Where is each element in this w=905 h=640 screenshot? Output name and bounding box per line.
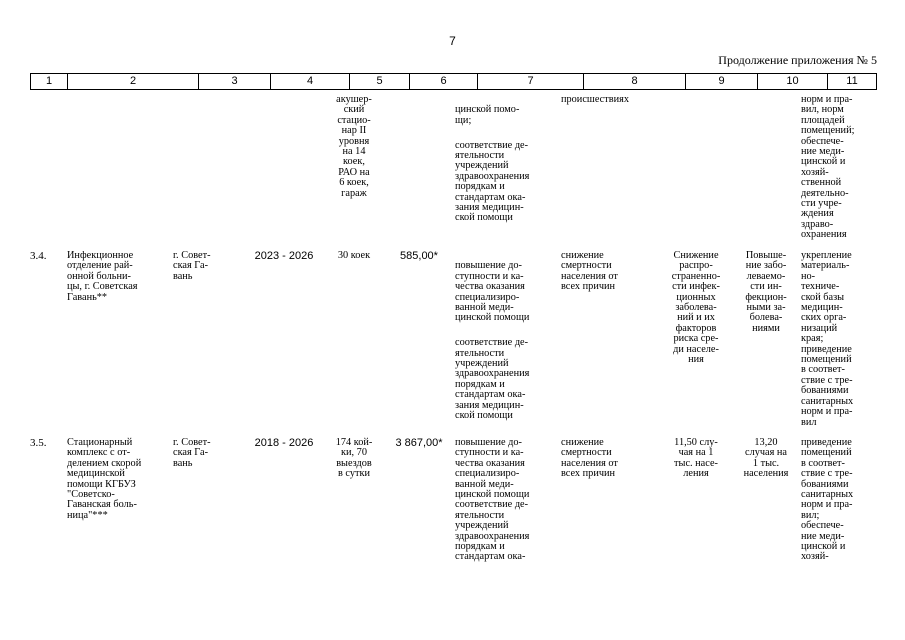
cell-tasks: приведение помещений в соответ- ствие с тре- бованиями санитарных норм и пра- вил; обеспече- ние меди- цинской и хозяй- <box>801 437 854 563</box>
cell-result: снижение смертности населения от всех причин <box>561 250 618 293</box>
goal-text-a: повышение до- ступности и ка- чества оказания специализиро- ванной меди- цинской помощи <box>455 260 530 324</box>
header-cell-1: 1 <box>31 74 68 89</box>
cell-result: происшествиях <box>561 94 629 105</box>
cell-capacity: 174 кой- ки, 70 выездов в сутки <box>335 437 373 480</box>
header-cell-9: 9 <box>686 74 758 89</box>
cell-years: 2018 - 2026 <box>254 437 314 449</box>
cell-years: 2023 - 2026 <box>254 250 314 262</box>
header-cell-11: 11 <box>846 75 858 87</box>
goal-text-b: соответствие де- ятельности учреждений здравоохранения порядкам и стандартам ока- зания медицин- ской помощи <box>455 139 530 224</box>
cell-location: г. Совет- ская Га- вань <box>173 437 211 469</box>
cell-capacity: 30 коек <box>337 250 371 261</box>
cell-object-name: Инфекционное отделение рай- онной больни- цы, г. Советская Гавань** <box>67 250 138 303</box>
cell-indicator-value: 13,20 случая на 1 тыс. населения <box>743 437 789 480</box>
cell-tasks: норм и пра- вил, норм площадей помещений; обеспече- ние меди- цинской и хозяй- ственной деятельно- сти учре- ждения здраво- охранения <box>801 94 855 241</box>
goal-text-a: цинской помо- щи; <box>455 104 520 126</box>
cell-result: снижение смертности населения от всех причин <box>561 437 618 480</box>
cell-number: 3.5. <box>30 437 47 449</box>
header-cell-4: 4 <box>271 74 350 89</box>
header-cell-3: 3 <box>199 74 271 89</box>
cell-number: 3.4. <box>30 250 47 262</box>
cell-goal <box>455 251 567 432</box>
continuation-caption: Продолжение приложения № 5 <box>718 53 877 67</box>
header-cell-6: 6 <box>410 74 478 89</box>
cell-location: г. Совет- ская Га- вань <box>173 250 211 282</box>
header-cell-5: 5 <box>350 74 410 89</box>
cell-capacity: акушер- ский стацио- нар II уровня на 14 коек, РАО на 6 коек, гараж <box>336 94 372 199</box>
table-header-row <box>30 73 877 90</box>
cell-indicator: 11,50 слу- чая на 1 тыс. насе- ления <box>674 437 718 480</box>
header-cell-2: 2 <box>68 74 199 89</box>
header-cell-8: 8 <box>584 74 686 89</box>
cell-goal: повышение до- ступности и ка- чества оказания специализиро- ванной меди- цинской помощи соответствие де- ятельности учреждений здравоохранения порядкам и стандартам ока- <box>455 437 530 563</box>
cell-indicator-value: Повыше- ние забо- леваемо- сти ин- фекцион- ными за- болева- ниями <box>745 250 787 334</box>
cell-indicator: Снижение распро- страненно- сти инфек- ционных заболева- ний и их факторов риска сре- ди населе- ния <box>671 250 721 366</box>
page-number: 7 <box>449 34 456 48</box>
cell-goal <box>455 95 567 234</box>
cell-object-name: Стационарный комплекс с от- делением скорой медицинской помощи КГБУЗ "Советско- Гаванская боль- ница"*** <box>67 437 142 521</box>
header-cell-7: 7 <box>478 74 584 89</box>
cell-cost: 585,00* <box>400 250 438 262</box>
cell-tasks: укрепление материаль- но- техниче- ской базы медицин- ских орга- низаций края; приведение помещений в соответ- ствие с тре- бованиями санитарных норм и пра- вил <box>801 250 854 428</box>
goal-text-b: соответствие де- ятельности учреждений здравоохранения порядкам и стандартам ока- зания медицин- ской помощи <box>455 337 530 422</box>
header-cell-10: 10 <box>758 74 828 89</box>
cell-cost: 3 867,00* <box>395 437 443 449</box>
